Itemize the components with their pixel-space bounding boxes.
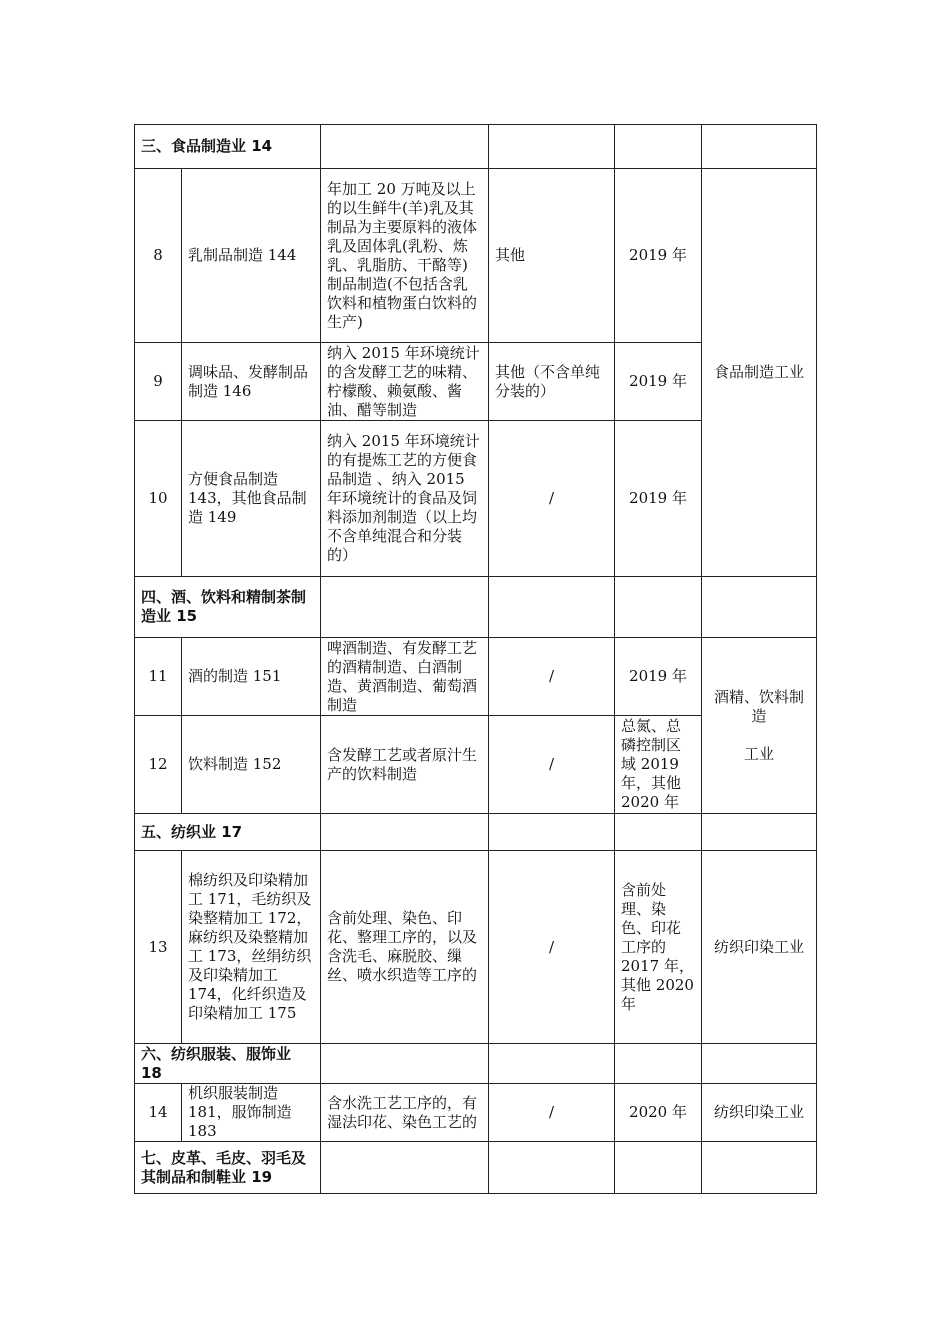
year-text: 2019 年	[615, 343, 702, 421]
type-text: /	[489, 421, 615, 577]
scope-text: 含前处理、染色、印花、整理工序的，以及含洗毛、麻脱胶、缫丝、喷水织造等工序的	[321, 851, 489, 1044]
type-text: /	[489, 638, 615, 716]
year-text: 2019 年	[615, 169, 702, 343]
category-text: 食品制造工业	[702, 169, 817, 577]
category-text: 纺织印染工业	[702, 1084, 817, 1142]
section-row	[135, 1044, 817, 1084]
type-text: /	[489, 1084, 615, 1142]
scope-text: 纳入 2015 年环境统计的含发酵工艺的味精、柠檬酸、赖氨酸、酱油、醋等制造	[321, 343, 489, 421]
industry-name: 饮料制造 152	[182, 716, 321, 814]
section-title: 六、纺织服装、服饰业 18	[135, 1044, 321, 1084]
row-number: 9	[135, 343, 182, 421]
row-number: 8	[135, 169, 182, 343]
row-number: 14	[135, 1084, 182, 1142]
table-row	[135, 638, 817, 716]
table-row	[135, 851, 817, 1044]
section-row	[135, 125, 817, 169]
industry-name: 调味品、发酵制品制造 146	[182, 343, 321, 421]
type-text: /	[489, 716, 615, 814]
industry-name: 方便食品制造 143，其他食品制造 149	[182, 421, 321, 577]
year-text: 2019 年	[615, 638, 702, 716]
type-text: 其他（不含单纯分装的）	[489, 343, 615, 421]
section-title: 三、食品制造业 14	[135, 125, 321, 169]
section-row	[135, 1142, 817, 1194]
year-text: 2020 年	[615, 1084, 702, 1142]
scope-text: 含水洗工艺工序的，有湿法印花、染色工艺的	[321, 1084, 489, 1142]
row-number: 12	[135, 716, 182, 814]
scope-text: 啤酒制造、有发酵工艺的酒精制造、白酒制造、黄酒制造、葡萄酒制造	[321, 638, 489, 716]
scope-text: 含发酵工艺或者原汁生产的饮料制造	[321, 716, 489, 814]
row-number: 10	[135, 421, 182, 577]
industry-name: 机织服装制造 181，服饰制造 183	[182, 1084, 321, 1142]
row-number: 11	[135, 638, 182, 716]
section-row	[135, 577, 817, 638]
category-text: 酒精、饮料制造	[714, 687, 805, 725]
section-title: 七、皮革、毛皮、羽毛及其制品和制鞋业 19	[135, 1142, 321, 1194]
type-text: 其他	[489, 169, 615, 343]
year-text: 含前处理、染色、印花工序的 2017 年，其他 2020 年	[615, 851, 702, 1044]
row-number: 13	[135, 851, 182, 1044]
category-text: 工业	[744, 744, 775, 763]
scope-text: 纳入 2015 年环境统计的有提炼工艺的方便食品制造 、纳入 2015 年环境统计的食品及饲料添加剂制造（以上均不含单纯混合和分装的）	[321, 421, 489, 577]
industry-table	[134, 124, 817, 1194]
year-text: 2019 年	[615, 421, 702, 577]
section-title: 四、酒、饮料和精制茶制造业 15	[135, 577, 321, 638]
type-text: /	[489, 851, 615, 1044]
section-row	[135, 814, 817, 851]
category-text: 纺织印染工业	[702, 851, 817, 1044]
industry-name: 酒的制造 151	[182, 638, 321, 716]
category-cell	[702, 638, 817, 814]
scope-text: 年加工 20 万吨及以上的以生鲜牛(羊)乳及其制品为主要原料的液体乳及固体乳(乳粉、炼乳、乳脂肪、干酪等)制品制造(不包括含乳饮料和植物蛋白饮料的生产)	[321, 169, 489, 343]
year-text: 总氮、总磷控制区域 2019 年，其他 2020 年	[615, 716, 702, 814]
industry-name: 乳制品制造 144	[182, 169, 321, 343]
industry-name: 棉纺织及印染精加工 171，毛纺织及染整精加工 172，麻纺织及染整精加工 173，丝绢纺织及印染精加工 174，化纤织造及印染精加工 175	[182, 851, 321, 1044]
table-row	[135, 169, 817, 343]
table-row	[135, 1084, 817, 1142]
section-title: 五、纺织业 17	[135, 814, 321, 851]
